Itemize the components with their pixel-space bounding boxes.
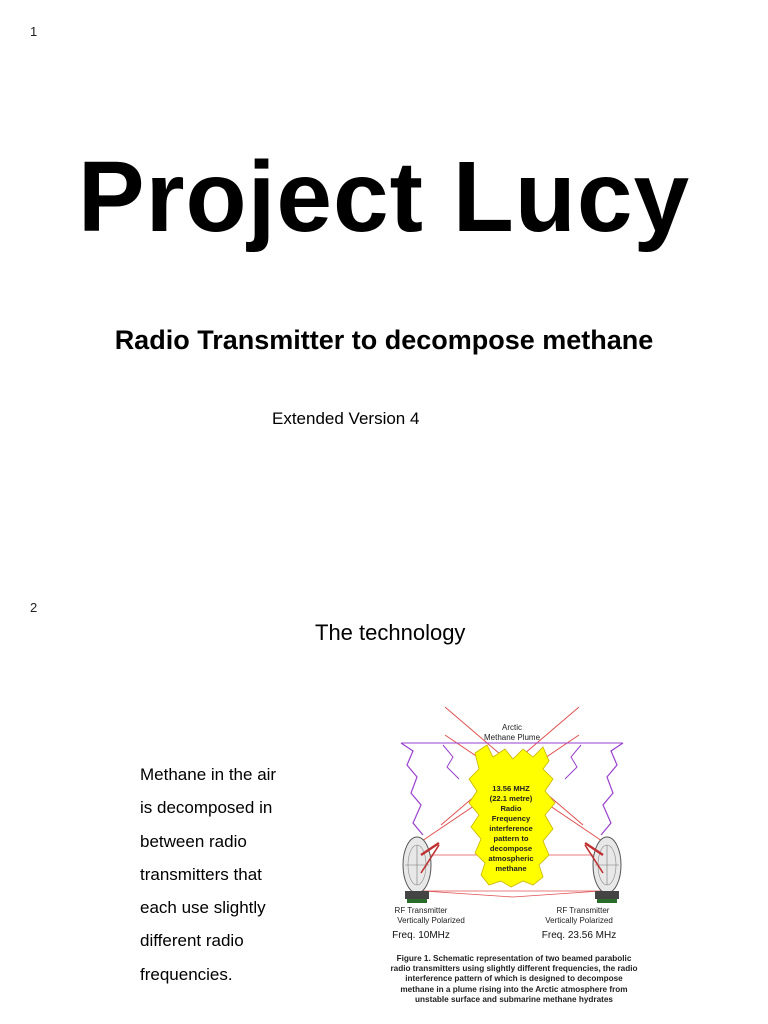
slide-number-1: 1 (30, 24, 38, 39)
right-tx-label: RF Transmitter (556, 906, 610, 915)
left-tx-label: Vertically Polarized (397, 916, 465, 925)
purple-wave (601, 743, 623, 835)
page-title: Project Lucy (77, 141, 691, 253)
slide-number-2: 2 (30, 600, 38, 615)
left-dish-icon (403, 837, 439, 903)
right-dish-icon (585, 837, 621, 903)
plume-text: Radio (500, 804, 522, 813)
body-line: each use slightly (140, 898, 266, 918)
body-line: Methane in the air (140, 765, 277, 784)
plume-text: interference (489, 824, 533, 833)
plume-text: decompose (489, 844, 533, 853)
beam-line (513, 891, 601, 897)
plume-text: pattern to (493, 834, 529, 843)
plume-text: (22.1 metre) (489, 794, 533, 803)
body-line: between radio (140, 831, 247, 851)
plume-text: Frequency (491, 814, 531, 823)
body-line: transmitters that (140, 864, 262, 884)
right-tx-label: Vertically Polarized (545, 916, 613, 925)
left-freq-label: Freq. 10MHz (392, 930, 450, 941)
plume-text: 13.56 MHZ (492, 784, 530, 793)
right-freq-label: Freq. 23.56 MHz (541, 930, 617, 941)
page-subtitle: Radio Transmitter to decompose methane (114, 325, 654, 355)
body-line: frequencies. (140, 964, 233, 984)
plume-label: Methane Plume (483, 733, 541, 742)
body-line: different radio (140, 931, 244, 951)
purple-wave (565, 745, 581, 779)
purple-wave (401, 743, 423, 835)
beam-line (423, 891, 513, 897)
version-label: Extended Version 4 (272, 409, 420, 428)
figure-diagram (383, 705, 641, 955)
purple-wave (443, 745, 459, 779)
plume-text: methane (495, 864, 527, 873)
left-tx-label: RF Transmitter (394, 906, 448, 915)
body-line: is decomposed in (140, 798, 273, 818)
section-heading: The technology (315, 620, 466, 645)
figure-caption: Figure 1. Schematic representation of two beamed parabolic radio transmitters using slightly different frequencies, the radio interference pattern of which is designed to decompose methane in a plume rising into the Arctic atmosphere from unstable surface and submarine methane hydrates (390, 954, 638, 1004)
body-text (140, 758, 315, 991)
plume-text: atmospheric (488, 854, 534, 863)
plume-label: Arctic (502, 723, 522, 732)
